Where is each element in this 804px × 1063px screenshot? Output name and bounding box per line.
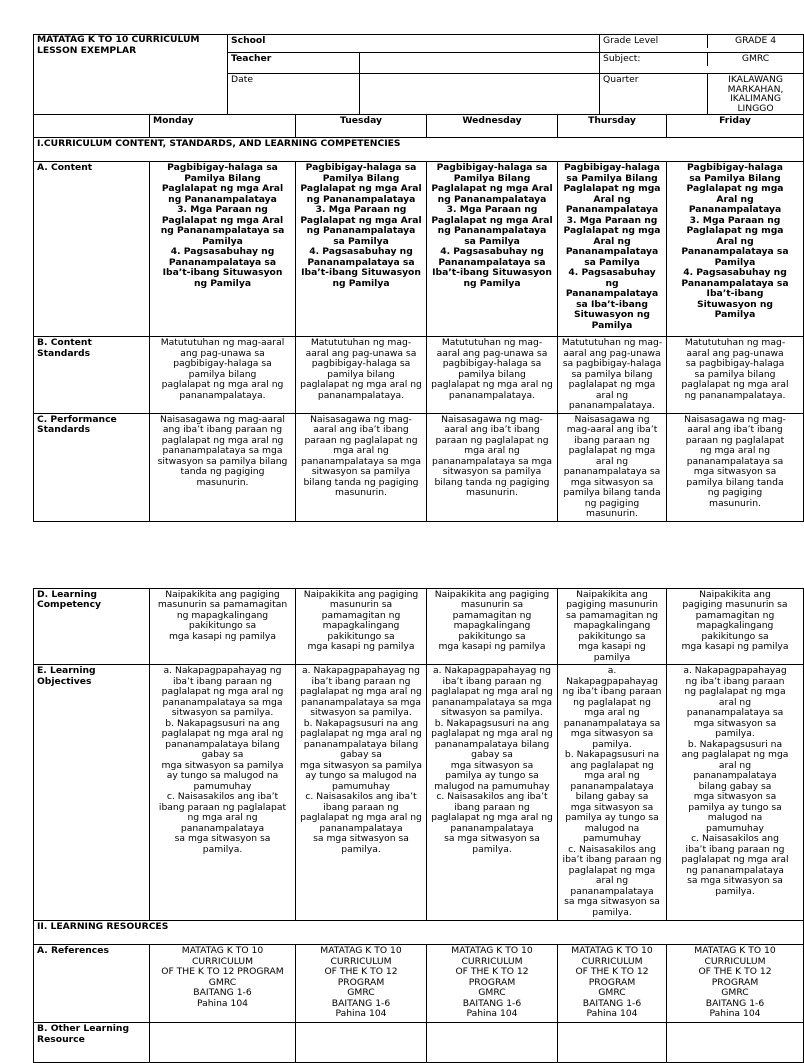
content-standards-cell: Matututuhan ng mag- aaral ang pag-unawa sa pagbibigay-halaga sa pamilya bilang paglalapat ng mga aral ng pananampalataya. xyxy=(667,337,804,414)
learning-competency-cell: Naipakikita ang pagiging masunurin sa pamamagitan ng mapagkalingang pakikitungo sa mga kasapi ng pamilya xyxy=(427,588,558,665)
content-standards-cell: Matututuhan ng mag- aaral ang pag-unawa sa pagbibigay-halaga sa pamilya bilang paglalapat ng mga aral ng pananampalataya. xyxy=(427,337,558,414)
references-cell: MATATAG K TO 10 CURRICULUM OF THE K TO 12 PROGRAM GMRC BAITANG 1-6 Pahina 104 xyxy=(558,945,667,1023)
subject-cell xyxy=(600,53,804,74)
day-header-tuesday: Tuesday xyxy=(296,115,427,138)
references-cell: MATATAG K TO 10 CURRICULUM OF THE K TO 12 PROGRAM GMRC BAITANG 1-6 Pahina 104 xyxy=(150,945,296,1023)
quarter-label: Quarter xyxy=(600,74,707,114)
teacher-value xyxy=(360,53,600,74)
content-cell: Pagbibigay-halaga sa Pamilya Bilang Paglalapat ng mga Aral ng Pananampalataya 3. Mga Paraan ng Paglalapat ng mga Aral ng Pananampalataya sa Pamilya 4. Pagsasabuhay ng Pananampalataya sa Iba’t-ibang Situwasyon ng Pamilya xyxy=(427,162,558,337)
day-header-blank xyxy=(34,115,150,138)
school-label: School xyxy=(228,35,491,53)
performance-standards-cell: Naisasagawa ng mag- aaral ang iba’t ibang paraan ng paglalapat ng mga aral ng pananampalataya sa mga sitwasyon sa pamilya bilang tanda ng pagiging masunurin. xyxy=(296,413,427,521)
section-heading-curriculum: I.CURRICULUM CONTENT, STANDARDS, AND LEARNING COMPETENCIES xyxy=(34,138,804,162)
day-header-wednesday: Wednesday xyxy=(427,115,558,138)
grade-level-value: GRADE 4 xyxy=(707,35,803,48)
learning-competency-cell: Naipakikita ang pagiging masunurin sa pamamagitan ng mapagkalingang pakikitungo sa mga kasapi ng pamilya xyxy=(558,588,667,665)
content-cell: Pagbibigay-halaga sa Pamilya Bilang Paglalapat ng mga Aral ng Pananampalataya 3. Mga Paraan ng Paglalapat ng mga Aral ng Pananampalataya sa Pamilya 4. Pagsasabuhay ng Pananampalataya sa Iba’t-ibang Situwasyon ng Pamilya xyxy=(667,162,804,337)
learning-objectives-cell: a. Nakapagpapahayag ng iba’t ibang paraan ng paglalapat ng mga aral ng pananampalataya sa mga sitwasyon sa pamilya. b. Nakapagsusuri na ang paglalapat ng mga aral ng pananampalataya bilang gabay sa mga sitwasyon sa pamilya ay tungo sa malugod na pamumuhay c. Naisasakilos ang iba’t ibang paraan ng paglalapat ng mga aral ng pananampalataya sa mga sitwasyon sa pamilya. xyxy=(667,665,804,921)
content-cell: Pagbibigay-halaga sa Pamilya Bilang Paglalapat ng mga Aral ng Pananampalataya 3. Mga Paraan ng Paglalapat ng mga Aral ng Pananampalataya sa Pamilya 4. Pagsasabuhay ng Pananampalataya sa Iba’t-ibang Situwasyon ng Pamilya xyxy=(558,162,667,337)
row-label-learning-objectives: E. Learning Objectives xyxy=(34,665,150,921)
grade-level-label: Grade Level xyxy=(600,35,707,48)
section-heading-resources: II. LEARNING RESOURCES xyxy=(34,921,804,945)
other-resources-cell xyxy=(427,1023,558,1063)
other-resources-cell xyxy=(558,1023,667,1063)
weekly-plan-table-continued xyxy=(33,588,804,1063)
other-resources-cell xyxy=(667,1023,804,1063)
quarter-value: IKALAWANG MARKAHAN, IKALIMANG LINGGO xyxy=(707,74,803,114)
row-label-references: A. References xyxy=(34,945,150,1023)
learning-competency-cell: Naipakikita ang pagiging masunurin sa pamamagitan ng mapagkalingang pakikitungo sa mga kasapi ng pamilya xyxy=(667,588,804,665)
content-cell: Pagbibigay-halaga sa Pamilya Bilang Paglalapat ng mga Aral ng Pananampalataya 3. Mga Paraan ng Paglalapat ng mga Aral ng Pananampalataya sa Pamilya 4. Pagsasabuhay ng Pananampalataya sa Iba’t-ibang Situwasyon ng Pamilya xyxy=(150,162,296,337)
row-label-content: A. Content xyxy=(34,162,150,337)
row-label-content-standards: B. Content Standards xyxy=(34,337,150,414)
performance-standards-cell: Naisasagawa ng mag-aaral ang iba’t ibang paraan ng paglalapat ng mga aral ng pananampalataya sa mga sitwasyon sa pamilya bilang tanda ng pagiging masunurin. xyxy=(558,413,667,521)
learning-competency-cell: Naipakikita ang pagiging masunurin sa pamamagitan ng mapagkalingang pakikitungo sa mga kasapi ng pamilya xyxy=(296,588,427,665)
references-cell: MATATAG K TO 10 CURRICULUM OF THE K TO 12 PROGRAM GMRC BAITANG 1-6 Pahina 104 xyxy=(296,945,427,1023)
content-standards-cell: Matututuhan ng mag- aaral ang pag-unawa sa pagbibigay-halaga sa pamilya bilang paglalapat ng mga aral ng pananampalataya. xyxy=(558,337,667,414)
other-resources-cell xyxy=(296,1023,427,1063)
day-header-monday: Monday xyxy=(150,115,296,138)
references-cell: MATATAG K TO 10 CURRICULUM OF THE K TO 12 PROGRAM GMRC BAITANG 1-6 Pahina 104 xyxy=(667,945,804,1023)
learning-objectives-cell: a. Nakapagpapahayag ng iba’t ibang paraan ng paglalapat ng mga aral ng pananampalataya sa mga sitwasyon sa pamilya. b. Nakapagsusuri na ang paglalapat ng mga aral ng pananampalataya bilang gabay sa mga sitwasyon sa pamilya ay tungo sa malugod na pamumuhay c. Naisasakilos ang iba’t ibang paraan ng paglalapat ng mga aral ng pananampalataya sa mga sitwasyon sa pamilya. xyxy=(150,665,296,921)
performance-standards-cell: Naisasagawa ng mag- aaral ang iba’t ibang paraan ng paglalapat ng mga aral ng pananampalataya sa mga sitwasyon sa pamilya bilang tanda ng pagiging masunurin. xyxy=(427,413,558,521)
day-header-friday: Friday xyxy=(667,115,804,138)
lesson-exemplar-sheet xyxy=(33,34,768,1024)
weekly-plan-table xyxy=(33,114,804,522)
content-standards-cell: Matututuhan ng mag- aaral ang pag-unawa sa pagbibigay-halaga sa pamilya bilang paglalapat ng mga aral ng pananampalataya. xyxy=(296,337,427,414)
references-cell: MATATAG K TO 10 CURRICULUM OF THE K TO 12 PROGRAM GMRC BAITANG 1-6 Pahina 104 xyxy=(427,945,558,1023)
row-label-performance-standards: C. Performance Standards xyxy=(34,413,150,521)
grade-level-cell xyxy=(600,35,804,53)
subject-value: GMRC xyxy=(707,53,803,66)
performance-standards-cell: Naisasagawa ng mag-aaral ang iba’t ibang paraan ng paglalapat ng mga aral ng pananampalataya sa mga sitwasyon sa pamilya bilang tanda ng pagiging masunurin. xyxy=(150,413,296,521)
lesson-exemplar-table xyxy=(33,34,804,115)
date-value xyxy=(360,74,600,115)
learning-objectives-cell: a. Nakapagpapahayag ng iba’t ibang paraan ng paglalapat ng mga aral ng pananampalataya sa mga sitwasyon sa pamilya. b. Nakapagsusuri na ang paglalapat ng mga aral ng pananampalataya bilang gabay sa mga sitwasyon sa pamilya ay tungo sa malugod na pamumuhay c. Naisasakilos ang iba’t ibang paraan ng paglalapat ng mga aral ng pananampalataya sa mga sitwasyon sa pamilya. xyxy=(427,665,558,921)
school-value xyxy=(491,35,600,53)
learning-objectives-cell: a. Nakapagpapahayag ng iba’t ibang paraan ng paglalapat ng mga aral ng pananampalataya sa mga sitwasyon sa pamilya. b. Nakapagsusuri na ang paglalapat ng mga aral ng pananampalataya bilang gabay sa mga sitwasyon sa pamilya ay tungo sa malugod na pamumuhay c. Naisasakilos ang iba’t ibang paraan ng paglalapat ng mga aral ng pananampalataya sa mga sitwasyon sa pamilya. xyxy=(558,665,667,921)
performance-standards-cell: Naisasagawa ng mag- aaral ang iba’t ibang paraan ng paglalapat ng mga aral ng pananampalataya sa mga sitwasyon sa pamilya bilang tanda ng pagiging masunurin. xyxy=(667,413,804,521)
day-header-thursday: Thursday xyxy=(558,115,667,138)
exemplar-title: MATATAG K TO 10 CURRICULUM LESSON EXEMPLAR xyxy=(34,35,228,115)
row-label-learning-competency: D. Learning Competency xyxy=(34,588,150,665)
other-resources-cell xyxy=(150,1023,296,1063)
content-standards-cell: Matututuhan ng mag-aaral ang pag-unawa sa pagbibigay-halaga sa pamilya bilang paglalapat ng mga aral ng pananampalataya. xyxy=(150,337,296,414)
row-label-other-resources: B. Other Learning Resource xyxy=(34,1023,150,1063)
learning-objectives-cell: a. Nakapagpapahayag ng iba’t ibang paraan ng paglalapat ng mga aral ng pananampalataya sa mga sitwasyon sa pamilya. b. Nakapagsusuri na ang paglalapat ng mga aral ng pananampalataya bilang gabay sa mga sitwasyon sa pamilya ay tungo sa malugod na pamumuhay c. Naisasakilos ang iba’t ibang paraan ng paglalapat ng mga aral ng pananampalataya sa mga sitwasyon sa pamilya. xyxy=(296,665,427,921)
subject-label: Subject: xyxy=(600,53,707,66)
content-cell: Pagbibigay-halaga sa Pamilya Bilang Paglalapat ng mga Aral ng Pananampalataya 3. Mga Paraan ng Paglalapat ng mga Aral ng Pananampalataya sa Pamilya 4. Pagsasabuhay ng Pananampalataya sa Iba’t-ibang Situwasyon ng Pamilya xyxy=(296,162,427,337)
learning-competency-cell: Naipakikita ang pagiging masunurin sa pamamagitan ng mapagkalingang pakikitungo sa mga kasapi ng pamilya xyxy=(150,588,296,665)
quarter-cell xyxy=(600,74,804,115)
teacher-label: Teacher xyxy=(228,53,360,74)
date-label: Date xyxy=(228,74,360,115)
